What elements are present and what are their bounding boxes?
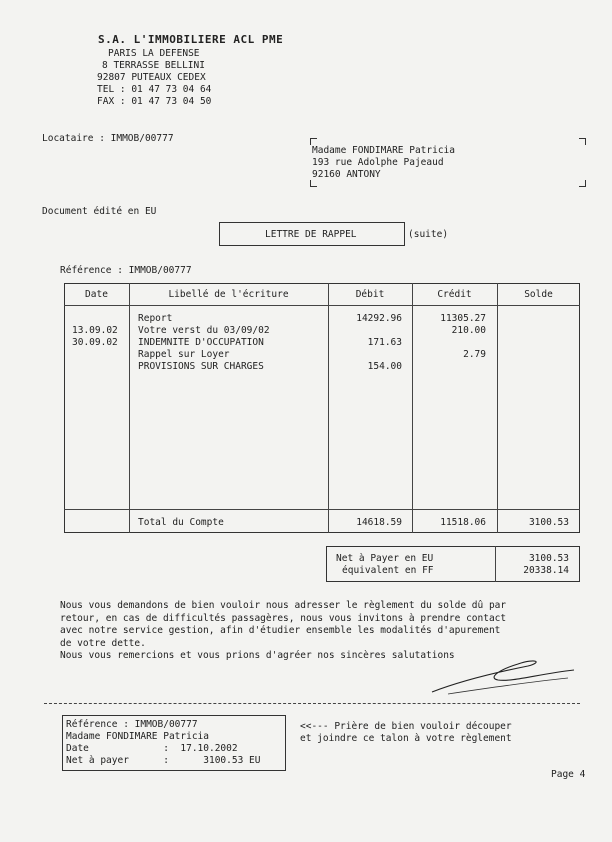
row-label: Votre verst du 03/09/02	[138, 325, 270, 336]
tenant-label: Locataire : IMMOB/00777	[42, 133, 174, 144]
recipient-city: 92160 ANTONY	[312, 169, 381, 180]
row-label: Rappel sur Loyer	[138, 349, 230, 360]
net-value: 3100.53	[528, 553, 569, 564]
address-corner	[579, 180, 586, 187]
row-date: 30.09.02	[72, 337, 118, 348]
address-corner	[310, 138, 317, 145]
company-phone: TEL : 01 47 73 04 64	[97, 84, 212, 95]
header-date: Date	[85, 289, 108, 300]
row-credit: 2.79	[463, 349, 486, 360]
page-number: Page 4	[551, 769, 586, 780]
total-solde: 3100.53	[528, 517, 569, 528]
row-label: PROVISIONS SUR CHARGES	[138, 361, 264, 372]
message-line: de votre dette.	[60, 637, 146, 649]
address-corner	[579, 138, 586, 145]
total-credit: 11518.06	[440, 517, 486, 528]
row-label: INDEMNITE D'OCCUPATION	[138, 337, 264, 348]
net-ff-label: équivalent en FF	[342, 565, 434, 576]
recipient-street: 193 rue Adolphe Pajeaud	[312, 157, 444, 168]
column-divider	[129, 283, 130, 533]
slip-reference: Référence : IMMOB/00777	[66, 719, 198, 730]
row-debit: 171.63	[367, 337, 402, 348]
message-line: avec notre service gestion, afin d'étudier ensemble les modalités d'apurement	[60, 625, 501, 637]
total-label: Total du Compte	[138, 517, 224, 528]
row-label: Report	[138, 313, 173, 324]
company-address-line: 92807 PUTEAUX CEDEX	[97, 72, 206, 83]
header-credit: Crédit	[437, 289, 472, 300]
letter-suffix: (suite)	[408, 229, 449, 240]
message-line: Nous vous remercions et vous prions d'agréer nos sincères salutations	[60, 650, 455, 662]
net-ff-value: 20338.14	[523, 565, 569, 576]
signature	[428, 652, 578, 698]
slip-amount: Net à payer : 3100.53 EU	[66, 755, 261, 766]
message-line: Nous vous demandons de bien vouloir nous adresser le règlement du solde dû par	[60, 600, 507, 611]
company-address-line: 8 TERRASSE BELLINI	[102, 60, 205, 71]
slip-note: et joindre ce talon à votre règlement	[300, 733, 512, 744]
address-corner	[310, 180, 317, 187]
recipient-name: Madame FONDIMARE Patricia	[312, 145, 455, 156]
net-to-pay-box	[326, 546, 580, 582]
total-debit: 14618.59	[356, 517, 402, 528]
table-header-divider	[64, 305, 580, 306]
row-debit: 14292.96	[356, 313, 402, 324]
company-fax: FAX : 01 47 73 04 50	[97, 96, 212, 107]
table-total-divider	[64, 509, 580, 510]
message-line: retour, en cas de difficultés passagères, nous vous invitons à prendre contact	[60, 612, 507, 624]
net-label: Net à Payer en EU	[336, 553, 434, 564]
slip-name: Madame FONDIMARE Patricia	[66, 731, 209, 742]
row-date: 13.09.02	[72, 325, 118, 336]
row-debit: 154.00	[367, 361, 402, 372]
slip-date: Date : 17.10.2002	[66, 743, 238, 754]
cut-line	[44, 703, 580, 704]
company-name: S.A. L'IMMOBILIERE ACL PME	[98, 33, 284, 46]
reference: Référence : IMMOB/00777	[60, 265, 192, 276]
header-label: Libellé de l'écriture	[168, 289, 289, 300]
column-divider	[497, 283, 498, 533]
company-address-line: PARIS LA DEFENSE	[108, 48, 200, 59]
letter-title: LETTRE DE RAPPEL	[265, 229, 357, 240]
header-debit: Débit	[355, 289, 385, 300]
net-divider	[495, 546, 496, 582]
slip-note: <<--- Prière de bien vouloir découper	[300, 721, 512, 732]
header-solde: Solde	[524, 289, 553, 300]
row-credit: 210.00	[451, 325, 486, 336]
row-credit: 11305.27	[440, 313, 486, 324]
edition-note: Document édité en EU	[42, 206, 157, 217]
